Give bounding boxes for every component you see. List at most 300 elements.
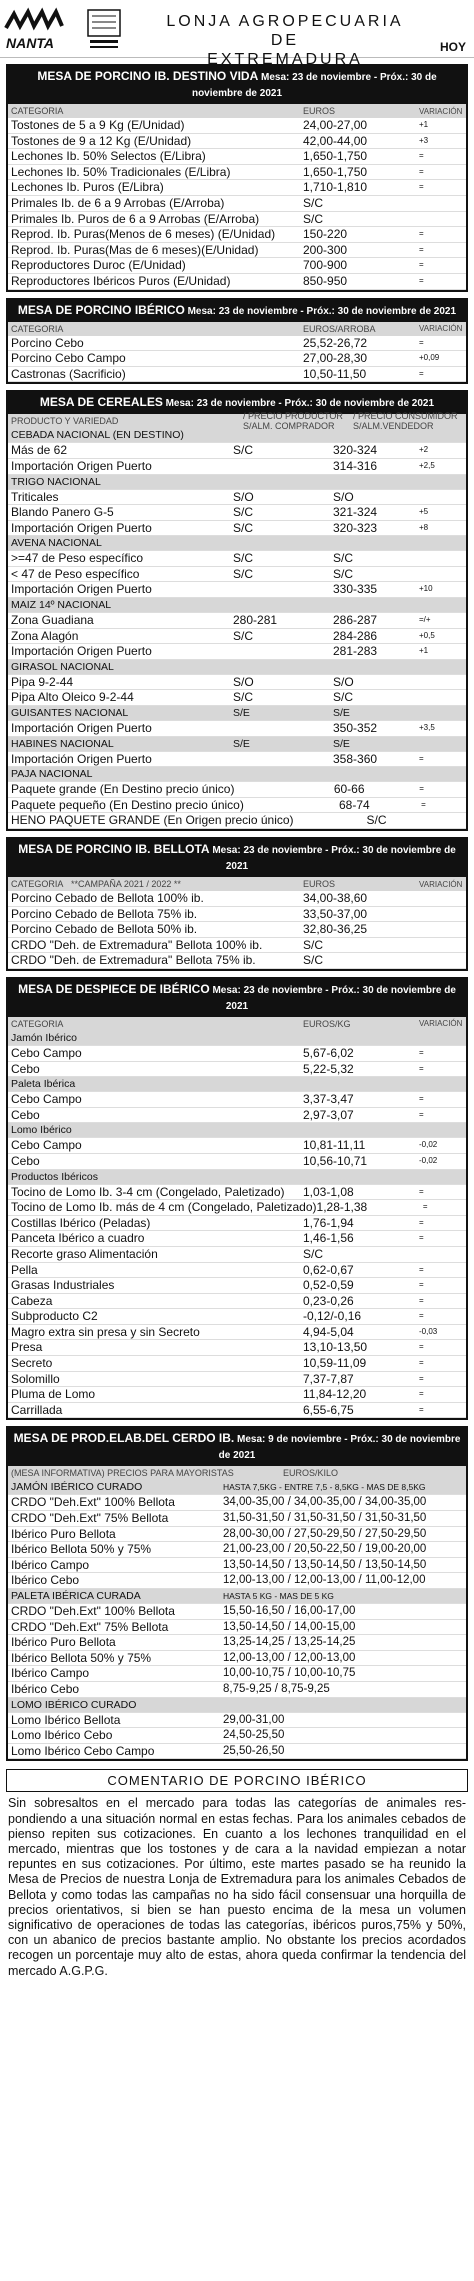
table-cell: 0,23-0,26 <box>303 1293 354 1308</box>
table-cell: Importación Origen Puerto <box>11 644 152 659</box>
table-cell: S/C <box>233 520 254 535</box>
table-cell: = <box>419 1109 424 1119</box>
section-title: MESA DE PROD.ELAB.DEL CERDO IB. <box>13 1431 235 1446</box>
section-title: MESA DE CEREALES <box>39 395 163 410</box>
table-header <box>8 411 466 432</box>
table-cell: 10,81-11,11 <box>303 1138 366 1153</box>
table-cell: CRDO "Deh.Ext" 75% Bellota <box>11 1619 169 1634</box>
table-cell: PAJA NACIONAL <box>11 768 93 781</box>
table-row <box>8 165 466 181</box>
table-cell: = <box>419 244 424 254</box>
table-cell: Presa <box>11 1340 43 1355</box>
table-cell: GIRASOL NACIONAL <box>11 660 114 673</box>
table-cell: 200-300 <box>303 242 348 257</box>
table-row <box>8 1589 466 1604</box>
table-cell: 27,00-28,30 <box>303 351 368 366</box>
table-cell: Porcino Cebado de Bellota 100% ib. <box>11 891 204 905</box>
table-cell: Paleta Ibérica <box>11 1078 76 1091</box>
table-cell: Pella <box>11 1262 38 1277</box>
table-cell: = <box>419 1264 424 1274</box>
table-cell: 314-316 <box>333 458 378 473</box>
table-cell: MAIZ 14º NACIONAL <box>11 599 112 612</box>
table-cell: Primales Ib. de 6 a 9 Arrobas (E/Arroba) <box>11 195 225 210</box>
table-cell: LOMO IBÉRICO CURADO <box>11 1698 137 1711</box>
table-cell: S/E <box>333 707 350 720</box>
table-cell: = <box>419 166 424 176</box>
table-row <box>8 813 466 829</box>
table-cell: Ibérico Puro Bellota <box>11 1526 116 1541</box>
table-cell: HASTA 5 KG - MAS DE 5 KG <box>223 1591 334 1601</box>
table-row <box>8 505 466 521</box>
section-cereales <box>6 390 468 831</box>
table-row <box>8 660 466 675</box>
table-cell: TRIGO NACIONAL <box>11 475 101 488</box>
section-meta: Mesa: 23 de noviembre - Próx.: 30 de noviembre de 2021 <box>191 72 437 99</box>
table-cell: 34,00-38,60 <box>303 891 368 905</box>
table-cell: = <box>419 1342 424 1352</box>
table-cell: Porcino Cebo <box>11 335 84 350</box>
table-cell: CRDO "Deh.Ext" 75% Bellota <box>11 1511 169 1526</box>
table-row <box>8 1216 466 1232</box>
table-row <box>8 1698 466 1713</box>
table-cell: Importación Origen Puerto <box>11 751 152 766</box>
table-cell: 850-950 <box>303 273 348 288</box>
table-cell: +0,5 <box>419 630 435 640</box>
table-cell: Pluma de Lomo <box>11 1387 96 1402</box>
table-cell: = <box>419 151 424 161</box>
table-cell: S/C <box>303 953 324 968</box>
table-row <box>8 1744 466 1760</box>
table-row <box>8 1077 466 1092</box>
table-cell: = <box>422 1202 428 1212</box>
table-row <box>8 551 466 567</box>
table-cell: S/C <box>333 551 354 566</box>
table-cell: 320-324 <box>333 443 378 458</box>
section-title: MESA DE PORCINO IB. BELLOTA <box>18 842 210 856</box>
table-row <box>8 149 466 165</box>
table-row <box>8 1495 466 1511</box>
table-cell: 21,00-23,00 / 20,50-22,50 / 19,00-20,00 <box>223 1543 427 1556</box>
table-cell: +10 <box>419 584 433 594</box>
table-row <box>8 1620 466 1636</box>
table-row <box>8 536 466 551</box>
table-cell: Pipa 9-2-44 <box>11 674 74 689</box>
table-row <box>8 1154 466 1170</box>
table-cell: 13,50-14,50 / 13,50-14,50 / 13,50-14,50 <box>223 1558 427 1571</box>
table-cell: 0,52-0,59 <box>303 1278 354 1293</box>
section-meta: Mesa: 9 de noviembre - Próx.: 30 de noviembre de 2021 <box>218 1434 461 1462</box>
table-cell: Importación Origen Puerto <box>11 582 152 597</box>
table-row <box>8 629 466 645</box>
table-row <box>8 521 466 537</box>
table-cell: S/C <box>233 551 254 566</box>
table-cell: Lechones Ib. Puros (E/Libra) <box>11 180 164 195</box>
page-header <box>0 0 474 68</box>
table-cell: Lomo Ibérico Cebo <box>11 1728 113 1743</box>
table-cell: = <box>419 1373 424 1383</box>
header-cell: VARIACIÓN <box>419 324 463 334</box>
table-cell: S/O <box>233 674 254 689</box>
table-cell: HENO PAQUETE GRANDE (En Origen precio único) <box>11 813 294 828</box>
table-cell: = <box>419 337 424 347</box>
table-cell: +2,5 <box>419 460 435 470</box>
section-prod-elab <box>6 1426 468 1761</box>
table-row <box>8 706 466 721</box>
table-row <box>8 922 466 938</box>
table-cell: S/C <box>233 690 254 705</box>
table-cell: = <box>419 1280 424 1290</box>
table-cell: Cebo <box>11 1061 40 1076</box>
table-cell: -0,03 <box>419 1326 438 1336</box>
header-cell: EUROS <box>303 879 336 889</box>
table-cell: S/O <box>333 489 354 504</box>
table-cell: +1 <box>419 646 429 656</box>
table-cell: Subproducto C2 <box>11 1309 98 1324</box>
table-cell: S/C <box>233 566 254 581</box>
table-row <box>8 798 466 814</box>
table-cell: Lomo Ibérico <box>11 1124 72 1137</box>
table-cell: 25,52-26,72 <box>303 335 368 350</box>
table-cell: 1,76-1,94 <box>303 1215 354 1230</box>
table-cell: Cebo Campo <box>11 1138 82 1153</box>
table-cell: 330-335 <box>333 582 378 597</box>
table-cell: = <box>419 368 424 378</box>
table-cell: CRDO "Deh. de Extremadura" Bellota 100% ib. <box>11 937 263 952</box>
table-row <box>8 1123 466 1138</box>
table-cell: 12,00-13,00 / 12,00-13,00 <box>223 1651 356 1664</box>
section-title: MESA DE PORCINO IB. DESTINO VIDA <box>37 69 259 83</box>
table-cell: =/+ <box>419 615 431 625</box>
header-cell: EUROS <box>303 106 336 116</box>
table-row <box>8 490 466 506</box>
table-cell: < 47 de Peso específico <box>11 566 140 581</box>
table-cell: Panceta Ibérico a cuadro <box>11 1231 145 1246</box>
table-cell: Reprod. Ib. Puras(Mas de 6 meses)(E/Unidad) <box>11 242 259 257</box>
table-cell: 358-360 <box>333 751 378 766</box>
table-cell: 286-287 <box>333 613 378 628</box>
table-row <box>8 1480 466 1495</box>
header-cell: CATEGORIA <box>11 106 64 116</box>
table-cell: Tostones de 9 a 12 Kg (E/Unidad) <box>11 133 192 148</box>
header-cell: EUROS/ARROBA <box>303 323 376 334</box>
table-cell: 320-323 <box>333 520 378 535</box>
table-cell: -0,02 <box>419 1140 438 1150</box>
table-row <box>8 721 466 737</box>
table-cell: 281-283 <box>333 644 378 659</box>
table-row <box>8 258 466 274</box>
table-cell: Lechones Ib. 50% Tradicionales (E/Libra) <box>11 164 231 179</box>
table-row <box>8 1185 466 1201</box>
table-cell: Grasas Industriales <box>11 1278 115 1293</box>
table-cell: 10,50-11,50 <box>303 366 367 381</box>
table-row <box>8 180 466 196</box>
table-row <box>8 1604 466 1620</box>
table-cell: S/C <box>233 505 254 520</box>
table-cell: S/C <box>233 628 254 643</box>
table-cell: 1,46-1,56 <box>303 1231 354 1246</box>
table-row <box>8 475 466 490</box>
table-row <box>8 1263 466 1279</box>
table-cell: 700-900 <box>303 258 348 273</box>
section-meta: Mesa: 23 de noviembre - Próx.: 30 de noviembre de 2021 <box>162 398 435 410</box>
table-row <box>8 675 466 691</box>
table-cell: 42,00-44,00 <box>303 133 368 148</box>
table-cell: Paquete pequeño (En Destino precio único) <box>11 797 244 812</box>
table-cell: = <box>419 1217 424 1227</box>
table-cell: Importación Origen Puerto <box>11 721 152 736</box>
table-cell: Cabeza <box>11 1293 53 1308</box>
table-row <box>8 274 466 290</box>
table-cell: Productos Ibéricos <box>11 1170 98 1183</box>
table-cell: Cebo Campo <box>11 1045 82 1060</box>
table-cell: S/C <box>233 443 254 458</box>
table-cell: = <box>419 784 424 794</box>
section-title-bar <box>8 979 466 1017</box>
table-row <box>8 134 466 150</box>
table-row <box>8 336 466 352</box>
table-cell: Magro extra sin presa y sin Secreto <box>11 1324 200 1339</box>
table-cell: = <box>419 1358 424 1368</box>
table-cell: Cebo <box>11 1107 40 1122</box>
table-row <box>8 118 466 134</box>
table-cell: Cebo Campo <box>11 1092 82 1107</box>
table-row <box>8 938 466 954</box>
table-row <box>8 1170 466 1185</box>
table-cell: = <box>419 1047 424 1057</box>
table-row <box>8 1200 466 1216</box>
header-cell: EUROS/KILO <box>283 1468 339 1479</box>
table-cell: S/E <box>233 737 250 750</box>
table-cell: CRDO "Deh.Ext" 100% Bellota <box>11 1604 175 1618</box>
table-cell: 13,50-14,50 / 14,00-15,00 <box>223 1620 356 1633</box>
table-cell: Ibérico Cebo <box>11 1573 80 1588</box>
table-row <box>8 1403 466 1419</box>
table-cell: = <box>419 1233 424 1243</box>
table-row <box>8 1682 466 1698</box>
table-cell: 24,00-27,00 <box>303 118 368 132</box>
section-title-bar <box>8 66 466 104</box>
table-cell: +1 <box>419 120 429 129</box>
table-cell: S/O <box>233 489 254 504</box>
table-cell: Porcino Cebado de Bellota 75% ib. <box>11 906 198 921</box>
nanta-logo <box>4 8 68 52</box>
section-title: MESA DE PORCINO IBÉRICO <box>17 302 185 317</box>
table-cell: S/C <box>303 195 324 210</box>
table-row <box>8 613 466 629</box>
table-cell: 3,37-3,47 <box>303 1092 354 1107</box>
table-cell: Triticales <box>11 489 59 504</box>
table-row <box>8 212 466 228</box>
table-row <box>8 1309 466 1325</box>
table-cell: 32,80-36,25 <box>303 922 368 937</box>
table-row <box>8 1278 466 1294</box>
table-cell: 0,62-0,67 <box>303 1262 354 1277</box>
table-row <box>8 443 466 459</box>
table-cell: 10,56-10,71 <box>303 1153 368 1168</box>
section-title: MESA DE DESPIECE DE IBÉRICO <box>18 981 210 996</box>
table-cell: +0,09 <box>419 353 440 363</box>
table-cell: S/C <box>303 1246 324 1261</box>
table-cell: = <box>419 753 424 763</box>
table-cell: CEBADA NACIONAL (EN DESTINO) <box>11 429 184 442</box>
table-cell: Zona Alagón <box>11 628 79 643</box>
table-cell: Blando Panero G-5 <box>11 505 114 520</box>
table-row <box>8 1138 466 1154</box>
table-cell: Zona Guadiana <box>11 613 94 628</box>
table-cell: = <box>419 1063 424 1073</box>
table-cell: Reprod. Ib. Puras(Menos de 6 meses) (E/Unidad) <box>11 227 276 242</box>
table-cell: 25,50-26,50 <box>223 1744 285 1757</box>
table-cell: Reproductores Duroc (E/Unidad) <box>11 258 186 273</box>
table-cell: 1,28-1,38 <box>316 1200 368 1215</box>
table-row <box>8 567 466 583</box>
table-cell: Tocino de Lomo Ib. más de 4 cm (Congelado, Paletizado) <box>11 1200 317 1215</box>
section-meta: Mesa: 23 de noviembre - Próx.: 30 de noviembre de 2021 <box>209 984 456 1012</box>
table-cell: S/C <box>366 813 387 828</box>
table-row <box>8 459 466 475</box>
table-header <box>8 877 466 891</box>
table-row <box>8 598 466 613</box>
table-cell: Lomo Ibérico Bellota <box>11 1712 121 1727</box>
table-row <box>8 1542 466 1558</box>
table-row <box>8 1558 466 1574</box>
section-meta: Mesa: 23 de noviembre - Próx.: 30 de noviembre de 2021 <box>184 305 457 317</box>
table-cell: Recorte graso Alimentación <box>11 1246 158 1261</box>
table-cell: 1,710-1,810 <box>303 180 368 195</box>
table-row <box>8 752 466 768</box>
table-row <box>8 1340 466 1356</box>
table-row <box>8 737 466 752</box>
table-cell: 29,00-31,00 <box>223 1713 285 1726</box>
table-row <box>8 1573 466 1589</box>
table-row <box>8 1356 466 1372</box>
table-cell: 12,00-13,00 / 12,00-13,00 / 11,00-12,00 <box>223 1574 426 1587</box>
table-cell: 13,10-13,50 <box>303 1340 368 1355</box>
table-cell: Más de 62 <box>11 443 68 458</box>
table-cell: S/O <box>333 674 354 689</box>
table-cell: 350-352 <box>333 721 378 736</box>
table-cell: 7,37-7,87 <box>303 1371 354 1386</box>
table-cell: 10,59-11,09 <box>303 1356 367 1371</box>
table-cell: S/C <box>333 690 354 705</box>
table-row <box>8 1092 466 1108</box>
table-cell: S/E <box>333 737 350 750</box>
table-cell: +2 <box>419 445 429 455</box>
table-cell: 68-74 <box>339 797 370 812</box>
table-row <box>8 1046 466 1062</box>
table-header <box>8 104 466 118</box>
table-cell: 321-324 <box>333 505 378 520</box>
comment-title: COMENTARIO DE PORCINO IBÉRICO <box>6 1769 468 1792</box>
table-row <box>8 1294 466 1310</box>
table-cell: = <box>421 799 426 809</box>
table-cell: Reproductores Ibéricos Puros (E/Unidad) <box>11 273 231 288</box>
table-row <box>8 891 466 907</box>
table-row <box>8 1031 466 1046</box>
table-cell: 5,67-6,02 <box>303 1045 354 1060</box>
table-cell: >=47 de Peso específico <box>11 551 144 566</box>
table-cell: Importación Origen Puerto <box>11 520 152 535</box>
table-cell: CRDO "Deh.Ext" 100% Bellota <box>11 1495 175 1510</box>
table-row <box>8 782 466 798</box>
table-cell: Porcino Cebado de Bellota 50% ib. <box>11 922 198 937</box>
table-row <box>8 582 466 598</box>
table-row <box>8 1635 466 1651</box>
table-cell: JAMÓN IBÉRICO CURADO <box>11 1481 143 1494</box>
table-cell: Primales Ib. Puros de 6 a 9 Arrobas (E/Arroba) <box>11 211 260 226</box>
header-cell: CATEGORIA <box>11 1018 64 1029</box>
table-row <box>8 1666 466 1682</box>
table-cell: 13,25-14,25 / 13,25-14,25 <box>223 1636 356 1649</box>
table-row <box>8 1713 466 1729</box>
table-cell: AVENA NACIONAL <box>11 537 102 550</box>
table-row <box>8 1372 466 1388</box>
svg-text:NANTA: NANTA <box>6 35 54 51</box>
table-cell: HASTA 7,5KG - ENTRE 7,5 - 8,5KG - MAS DE 8,5KG <box>223 1482 426 1493</box>
table-row <box>8 1527 466 1543</box>
table-row <box>8 1231 466 1247</box>
table-cell: Tocino de Lomo Ib. 3-4 cm (Congelado, Paletizado) <box>11 1184 285 1199</box>
table-cell: Porcino Cebo Campo <box>11 351 126 366</box>
header-cell: EUROS/KG <box>303 1018 351 1029</box>
table-cell: +5 <box>419 507 429 517</box>
table-cell: 1,03-1,08 <box>303 1184 354 1199</box>
table-cell: -0,12/-0,16 <box>303 1309 362 1324</box>
section-despiece <box>6 977 468 1420</box>
table-cell: 24,50-25,50 <box>223 1729 285 1742</box>
table-cell: Importación Origen Puerto <box>11 458 152 473</box>
lonja-title-line2: EXTREMADURA <box>207 51 363 68</box>
table-header <box>8 322 466 336</box>
table-row <box>8 1108 466 1124</box>
lonja-title-line1: LONJA AGROPECUARIA DE <box>166 13 404 49</box>
section-destino-vida <box>6 64 468 292</box>
table-cell: 150-220 <box>303 227 348 242</box>
table-cell: = <box>419 1404 424 1414</box>
table-cell: Carrillada <box>11 1402 63 1417</box>
table-cell: Costillas Ibérico (Peladas) <box>11 1215 151 1230</box>
table-row <box>8 1511 466 1527</box>
table-row <box>8 1387 466 1403</box>
table-cell: 4,94-5,04 <box>303 1324 354 1339</box>
table-row <box>8 907 466 923</box>
table-row <box>8 351 466 367</box>
table-cell: +3,5 <box>419 723 435 733</box>
table-row <box>8 227 466 243</box>
table-cell: S/C <box>333 566 354 581</box>
table-header <box>8 1017 466 1031</box>
table-cell: PALETA IBÉRICA CURADA <box>11 1590 141 1602</box>
table-cell: = <box>419 182 424 192</box>
table-cell: 33,50-37,00 <box>303 906 368 921</box>
table-cell: 280-281 <box>233 613 278 628</box>
table-cell: Paquete grande (En Destino precio único) <box>11 782 235 797</box>
table-row <box>8 1651 466 1667</box>
table-cell: Ibérico Bellota 50% y 75% <box>11 1650 152 1665</box>
header-cell: CATEGORIA <box>11 323 64 334</box>
table-cell: Tostones de 5 a 9 Kg (E/Unidad) <box>11 118 185 132</box>
table-cell: = <box>419 1094 424 1104</box>
table-row <box>8 1728 466 1744</box>
table-cell: CRDO "Deh. de Extremadura" Bellota 75% ib. <box>11 953 256 968</box>
table-row <box>8 196 466 212</box>
junta-seal-icon <box>82 8 126 52</box>
section-title-bar <box>8 300 466 322</box>
table-cell: 284-286 <box>333 628 378 643</box>
table-cell: Jamón Ibérico <box>11 1031 77 1044</box>
table-row <box>8 367 466 383</box>
table-cell: +8 <box>419 522 429 532</box>
